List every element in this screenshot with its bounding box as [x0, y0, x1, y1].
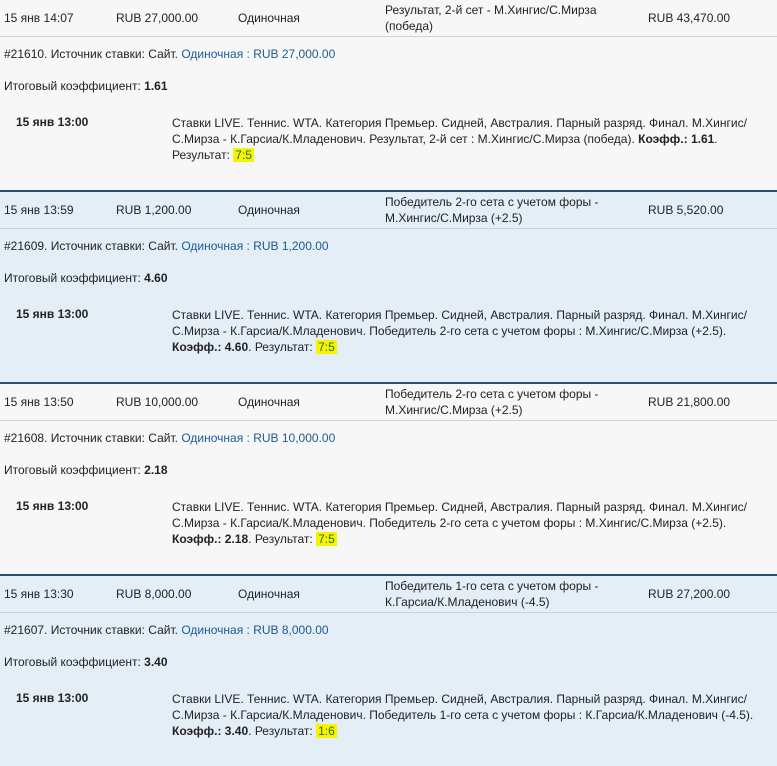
koeff-value: 4.60 — [224, 340, 249, 354]
result-value-badge: 7:5 — [235, 148, 252, 162]
koeff-label: Коэфф.: — [172, 340, 222, 354]
total-coefficient-value: 4.60 — [144, 271, 168, 285]
event-date: 15 янв 13:00 — [16, 115, 89, 129]
bet-entry — [0, 382, 777, 574]
bet-source-link[interactable]: Одиночная : RUB 1,200.00 — [181, 239, 329, 253]
event-description: Ставки LIVE. Теннис. WTA. Категория Премьер. Сидней, Австралия. Парный разряд. Финал. М.Хингис/С.Мирза - К.Гарсиа/К.Младенович. Результат, 2-й сет : М.Хингис/С.Мирза (победа). Коэфф.: 1.61. Результат: 7:5 — [172, 116, 747, 162]
total-coefficient-value: 1.61 — [144, 79, 168, 93]
result-label: Результат: — [254, 532, 313, 546]
total-coefficient-line — [4, 271, 168, 285]
event-text: Ставки LIVE. Теннис. WTA. Категория Премьер. Сидней, Австралия. Парный разряд. Финал. М.Хингис/С.Мирза - К.Гарсиа/К.Младенович. Победитель 2-го сета с учетом форы : М.Хингис/С.Мирза (+2.5). — [172, 500, 747, 530]
event-text: Ставки LIVE. Теннис. WTA. Категория Премьер. Сидней, Австралия. Парный разряд. Финал. М.Хингис/С.Мирза - К.Гарсиа/К.Младенович. Результат, 2-й сет : М.Хингис/С.Мирза (победа). — [172, 116, 747, 146]
bet-payout: RUB 21,800.00 — [648, 395, 731, 409]
result-value-badge: 7:5 — [318, 532, 335, 546]
koeff-label: Коэфф.: — [638, 132, 688, 146]
bet-date: 15 янв 13:30 — [4, 587, 74, 601]
total-coefficient-line — [4, 655, 168, 669]
result-label: Результат: — [254, 340, 313, 354]
bet-source-line — [4, 239, 329, 253]
bet-payout: RUB 43,470.00 — [648, 11, 731, 25]
total-coefficient-value: 2.18 — [144, 463, 168, 477]
koeff-label: Коэфф.: — [172, 532, 222, 546]
bet-source-line — [4, 47, 335, 61]
bet-market: Победитель 2-го сета с учетом форы - М.Хингис/С.Мирза (+2.5) — [385, 195, 599, 225]
event-date: 15 янв 13:00 — [16, 691, 89, 705]
event-text: Ставки LIVE. Теннис. WTA. Категория Премьер. Сидней, Австралия. Парный разряд. Финал. М.Хингис/С.Мирза - К.Гарсиа/К.Младенович. Победитель 2-го сета с учетом форы : М.Хингис/С.Мирза (+2.5). — [172, 308, 747, 338]
bet-source-line — [4, 431, 335, 445]
bet-entry — [0, 574, 777, 766]
result-value-badge: 1:6 — [318, 724, 335, 738]
event-date: 15 янв 13:00 — [16, 499, 89, 513]
total-coefficient-label: Итоговый коэффициент: — [4, 655, 141, 669]
koeff-value: 3.40 — [224, 724, 249, 738]
koeff-value: 2.18 — [224, 532, 249, 546]
koeff-label: Коэфф.: — [172, 724, 222, 738]
bet-source-prefix: #21610. Источник ставки: Сайт. — [4, 47, 178, 61]
bet-summary-row[interactable] — [0, 384, 777, 421]
bet-type: Одиночная — [238, 587, 300, 601]
result-label: Результат: — [254, 724, 313, 738]
bet-type: Одиночная — [238, 203, 300, 217]
bet-date: 15 янв 14:07 — [4, 11, 74, 25]
bet-detail — [0, 37, 777, 190]
total-coefficient-label: Итоговый коэффициент: — [4, 79, 141, 93]
bet-summary-row[interactable] — [0, 0, 777, 37]
bet-stake: RUB 8,000.00 — [116, 587, 192, 601]
bet-source-line — [4, 623, 329, 637]
bet-stake: RUB 10,000.00 — [116, 395, 199, 409]
bet-entry — [0, 0, 777, 190]
bet-type: Одиночная — [238, 11, 300, 25]
total-coefficient-line — [4, 79, 168, 93]
bet-entry — [0, 190, 777, 382]
bet-type: Одиночная — [238, 395, 300, 409]
bet-stake: RUB 27,000.00 — [116, 11, 199, 25]
total-coefficient-line — [4, 463, 168, 477]
bet-payout: RUB 5,520.00 — [648, 203, 724, 217]
bet-market: Результат, 2-й сет - М.Хингис/С.Мирза (победа) — [385, 3, 597, 33]
event-description: Ставки LIVE. Теннис. WTA. Категория Премьер. Сидней, Австралия. Парный разряд. Финал. М.Хингис/С.Мирза - К.Гарсиа/К.Младенович. Победитель 2-го сета с учетом форы : М.Хингис/С.Мирза (+2.5). Коэфф.: 2.18. Результат: 7:5 — [172, 500, 747, 546]
total-coefficient-label: Итоговый коэффициент: — [4, 463, 141, 477]
bet-market: Победитель 1-го сета с учетом форы - К.Гарсиа/К.Младенович (-4.5) — [385, 579, 599, 609]
bet-date: 15 янв 13:59 — [4, 203, 74, 217]
bet-detail — [0, 421, 777, 574]
bet-source-link[interactable]: Одиночная : RUB 10,000.00 — [181, 431, 336, 445]
bet-summary-row[interactable] — [0, 192, 777, 229]
bet-source-link[interactable]: Одиночная : RUB 8,000.00 — [181, 623, 329, 637]
bet-source-prefix: #21607. Источник ставки: Сайт. — [4, 623, 178, 637]
event-description: Ставки LIVE. Теннис. WTA. Категория Премьер. Сидней, Австралия. Парный разряд. Финал. М.Хингис/С.Мирза - К.Гарсиа/К.Младенович. Победитель 1-го сета с учетом форы : К.Гарсиа/К.Младенович (-4.5). Коэфф.: 3.40. Результат: 1:6 — [172, 692, 754, 738]
bet-payout: RUB 27,200.00 — [648, 587, 731, 601]
bet-detail — [0, 229, 777, 382]
bet-summary-row[interactable] — [0, 576, 777, 613]
event-text: Ставки LIVE. Теннис. WTA. Категория Премьер. Сидней, Австралия. Парный разряд. Финал. М.Хингис/С.Мирза - К.Гарсиа/К.Младенович. Победитель 1-го сета с учетом форы : К.Гарсиа/К.Младенович (-4.5). — [172, 692, 754, 722]
bet-source-prefix: #21609. Источник ставки: Сайт. — [4, 239, 178, 253]
bet-stake: RUB 1,200.00 — [116, 203, 192, 217]
result-label: Результат: — [172, 148, 230, 162]
event-date: 15 янв 13:00 — [16, 307, 89, 321]
koeff-value: 1.61 — [690, 132, 715, 146]
total-coefficient-value: 3.40 — [144, 655, 168, 669]
bet-market: Победитель 2-го сета с учетом форы - М.Хингис/С.Мирза (+2.5) — [385, 387, 599, 417]
total-coefficient-label: Итоговый коэффициент: — [4, 271, 141, 285]
event-description: Ставки LIVE. Теннис. WTA. Категория Премьер. Сидней, Австралия. Парный разряд. Финал. М.Хингис/С.Мирза - К.Гарсиа/К.Младенович. Победитель 2-го сета с учетом форы : М.Хингис/С.Мирза (+2.5). Коэфф.: 4.60. Результат: 7:5 — [172, 308, 747, 354]
bet-source-prefix: #21608. Источник ставки: Сайт. — [4, 431, 178, 445]
result-value-badge: 7:5 — [318, 340, 335, 354]
bet-detail — [0, 613, 777, 766]
bet-source-link[interactable]: Одиночная : RUB 27,000.00 — [181, 47, 336, 61]
bet-date: 15 янв 13:50 — [4, 395, 74, 409]
